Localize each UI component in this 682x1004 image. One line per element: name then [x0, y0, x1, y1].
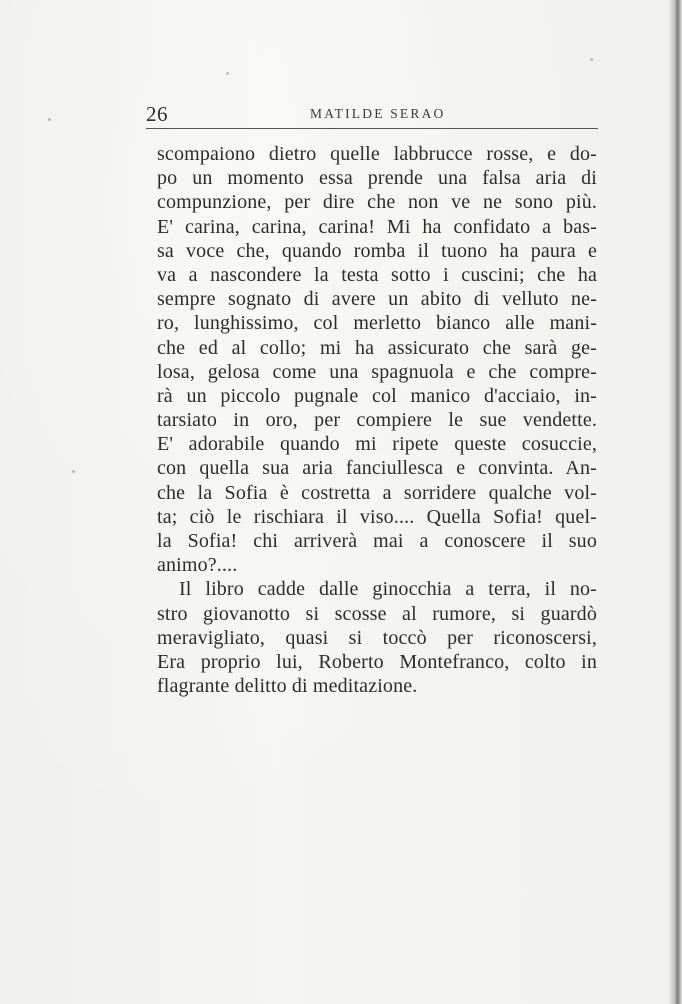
- page-header: [146, 100, 596, 126]
- text-line: compunzione, per dire che non ve ne sono più.: [157, 191, 597, 214]
- text-line: tarsiato in oro, per compiere le sue vendette.: [157, 409, 597, 432]
- text-line: meravigliato, quasi si toccò per riconoscersi,: [157, 626, 597, 649]
- page-gutter-shadow: [668, 0, 682, 1004]
- text-line: animo?....: [157, 554, 238, 577]
- text-line: sempre sognato di avere un abito di velluto ne-: [157, 288, 597, 311]
- text-line: E' carina, carina, carina! Mi ha confidato a bas-: [157, 215, 597, 238]
- text-line: che la Sofia è costretta a sorridere qualche vol-: [157, 481, 597, 504]
- paper-speck: [48, 118, 51, 121]
- page-number: 26: [146, 102, 168, 126]
- paper-speck: [226, 72, 229, 75]
- text-line: flagrante delitto di meditazione.: [157, 675, 418, 698]
- text-line: po un momento essa prende una falsa aria di: [157, 167, 597, 190]
- text-line: scompaiono dietro quelle labbrucce rosse, e do-: [157, 143, 597, 165]
- text-line: E' adorabile quando mi ripete queste cosuccie,: [157, 433, 597, 456]
- text-line: ta; ciò le rischiara il viso.... Quella Sofia! quel-: [157, 505, 597, 528]
- header-rule: [146, 128, 598, 129]
- text-line: va a nascondere la testa sotto i cuscini; che ha: [157, 263, 597, 286]
- text-line: che ed al collo; mi ha assicurato che sarà ge-: [157, 336, 597, 359]
- text-line: Era proprio lui, Roberto Montefranco, colto in: [157, 650, 597, 673]
- text-line: la Sofia! chi arriverà mai a conoscere il suo: [157, 530, 597, 552]
- paper-speck: [590, 58, 593, 61]
- paper-speck: [72, 470, 75, 473]
- text-line: ro, lunghissimo, col merletto bianco alle mani-: [157, 312, 597, 335]
- text-line: stro giovanotto si scosse al rumore, si guardò: [157, 602, 597, 625]
- text-line: rà un piccolo pugnale col manico d'acciaio, in-: [157, 384, 597, 407]
- text-line: losa, gelosa come una spagnuola e che compre-: [157, 360, 597, 383]
- text-line: con quella sua aria fanciullesca e convinta. An-: [157, 457, 597, 480]
- body-text: [157, 142, 597, 698]
- text-line-paragraph-start: Il libro cadde dalle ginocchia a terra, il no-: [179, 578, 597, 601]
- running-title: MATILDE SERAO: [310, 106, 446, 121]
- text-line: sa voce che, quando romba il tuono ha paura e: [157, 239, 597, 262]
